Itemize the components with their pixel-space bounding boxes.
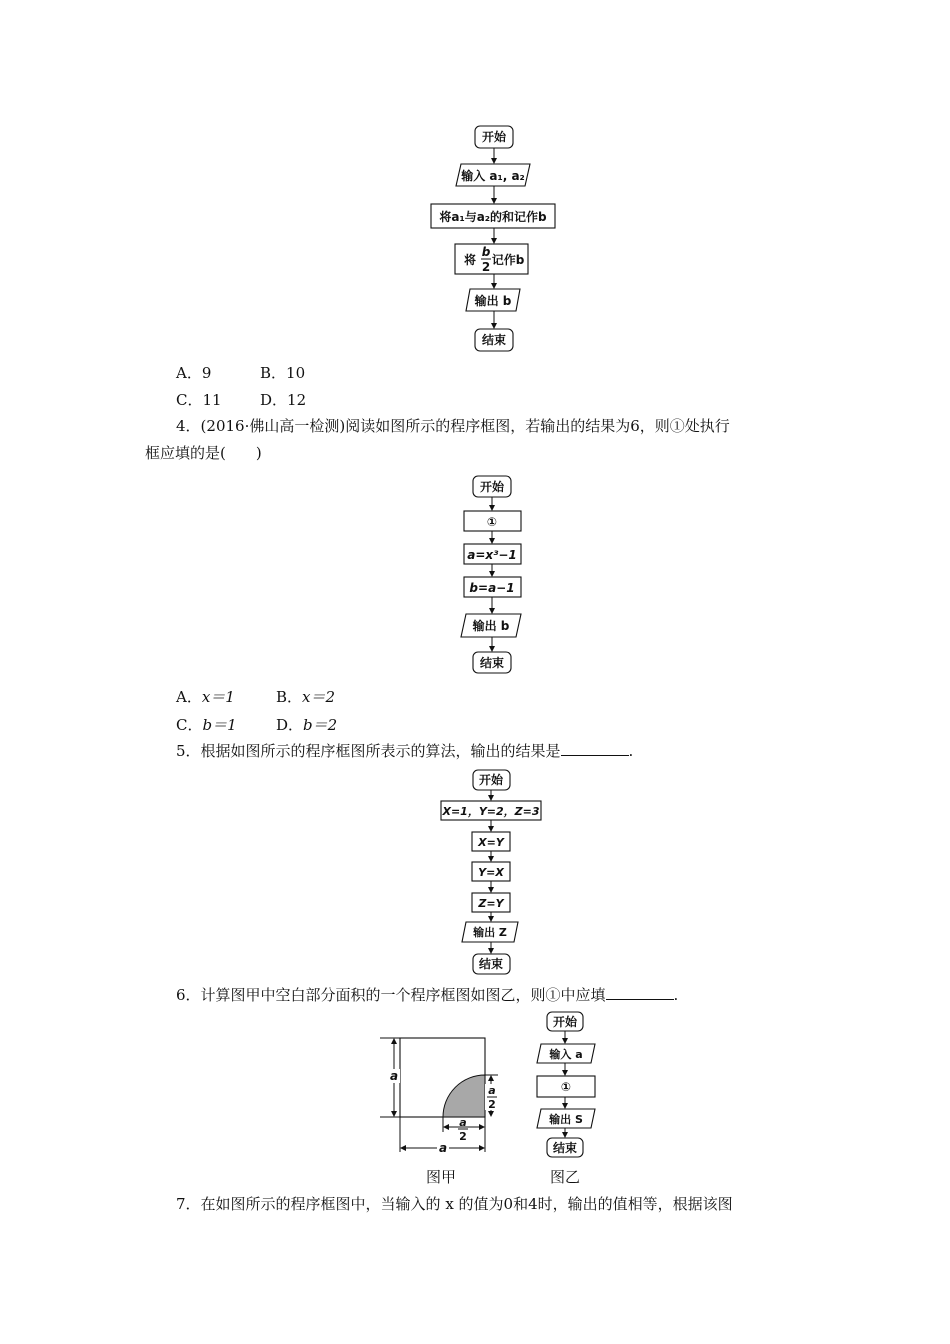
q3-option-b: B．10 <box>260 364 306 382</box>
fc1-step2-den: 2 <box>481 260 491 274</box>
fc3-step1-label: X=1，Y=2，Z=3 <box>442 805 540 818</box>
q4-text-line1: 4．(2016·佛山高一检测)阅读如图所示的程序框图，若输出的结果为6，则①处执行 <box>176 417 730 435</box>
q5-text: 5．根据如图所示的程序框图所表示的算法，输出的结果是 . <box>176 742 634 760</box>
fc4-output-label: 输出 S <box>549 1113 583 1126</box>
fc2-start-label: 开始 <box>479 480 505 494</box>
fc1-step2-pre: 将 <box>463 253 477 267</box>
fc1-start-label: 开始 <box>481 130 507 144</box>
fc1-step1-label: 将a₁与a₂的和记作b <box>439 210 547 224</box>
q4-text-line2: 框应填的是( ) <box>145 444 262 462</box>
fc3-step2-label: X=Y <box>478 836 504 849</box>
fc3-output-label: 输出 Z <box>473 926 507 939</box>
fig-jia-bottom-label: a <box>438 1141 448 1155</box>
fig-jia-right-den: 2 <box>488 1098 496 1111</box>
fc4-input-label: 输入 a <box>549 1048 583 1061</box>
fig-jia-right-num: a <box>488 1084 496 1097</box>
fc1-output-label: 输出 b <box>474 294 512 308</box>
fc2-step3-label: b=a−1 <box>469 581 515 595</box>
fig-jia-bottom-den: 2 <box>459 1130 467 1143</box>
fc1-end-label: 结束 <box>481 333 507 347</box>
fig-jia-left-label: a <box>389 1069 399 1083</box>
fig-yi-caption: 图乙 <box>550 1168 581 1186</box>
fc4-start-label: 开始 <box>552 1015 578 1029</box>
q4-option-d: D．b＝2 <box>276 716 338 734</box>
fc3-end-label: 结束 <box>478 957 504 971</box>
q3-option-c: C．11 <box>176 391 222 409</box>
fc2-output-label: 输出 b <box>472 619 510 633</box>
fc2-end-label: 结束 <box>479 656 505 670</box>
fc3-start-label: 开始 <box>478 773 504 787</box>
fc4-step1-label: ① <box>560 1080 572 1094</box>
q4-option-a: A．x＝1 <box>176 688 235 706</box>
q3-option-d: D．12 <box>260 391 307 409</box>
fc3-step4-label: Z=Y <box>478 897 504 910</box>
q6-text: 6．计算图甲中空白部分面积的一个程序框图如图乙，则①中应填 . <box>176 986 679 1004</box>
fc4-end-label: 结束 <box>552 1141 578 1155</box>
fc1-step2-num: b <box>481 245 491 259</box>
fig-jia-bottom-num: a <box>459 1116 467 1129</box>
q7-text-line1: 7．在如图所示的程序框图中，当输入的 x 的值为0和4时，输出的值相等，根据该图 <box>176 1195 733 1213</box>
q3-option-a: A．9 <box>176 364 212 382</box>
fc1-input-label: 输入 a₁, a₂ <box>461 169 525 183</box>
fc2-step1-label: ① <box>486 515 498 529</box>
fig-jia-caption: 图甲 <box>426 1168 457 1186</box>
fc3-step3-label: Y=X <box>478 866 504 879</box>
q4-option-b: B．x＝2 <box>276 688 336 706</box>
fc1-step2-post: 记作b <box>491 253 525 267</box>
fc2-step2-label: a=x³−1 <box>467 548 517 562</box>
q4-option-c: C．b＝1 <box>176 716 237 734</box>
